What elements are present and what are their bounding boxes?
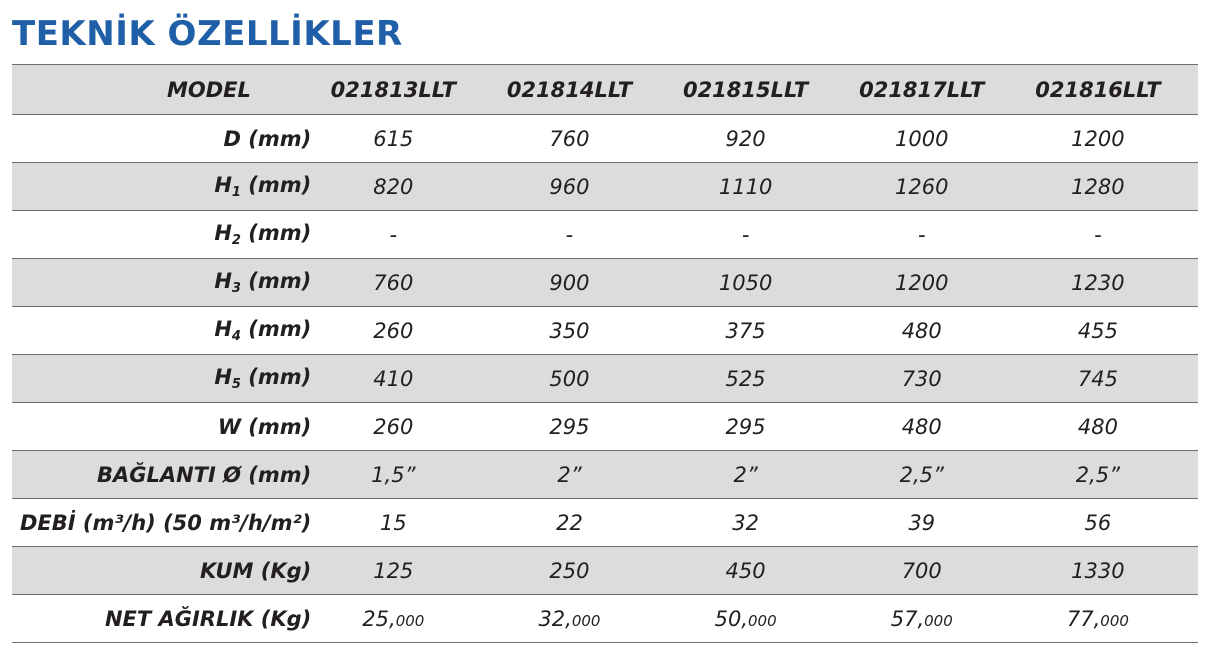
- table-cell: 450: [670, 547, 846, 595]
- model-column-header: 021817LLT: [846, 65, 1022, 115]
- row-label-net-weight: NET AĞIRLIK (Kg): [12, 595, 317, 643]
- table-row: [12, 451, 1198, 499]
- row-label-d: D (mm): [12, 115, 317, 163]
- table-cell: 745: [1022, 355, 1198, 403]
- table-cell: 410: [317, 355, 493, 403]
- table-cell: 57,000: [846, 595, 1022, 643]
- table-cell: 920: [670, 115, 846, 163]
- row-label-w: W (mm): [12, 403, 317, 451]
- table-cell: 700: [846, 547, 1022, 595]
- table-cell: 960: [493, 163, 669, 211]
- row-label-h1: $H_1$ (mm): [12, 163, 317, 211]
- table-cell: 525: [670, 355, 846, 403]
- table-cell: 615: [317, 115, 493, 163]
- table-cell: 2,5”: [846, 451, 1022, 499]
- table-cell: -: [1022, 211, 1198, 259]
- table-cell: 32,000: [493, 595, 669, 643]
- table-cell: 730: [846, 355, 1022, 403]
- model-column-header: 021814LLT: [493, 65, 669, 115]
- row-label-connection: BAĞLANTI Ø (mm): [12, 451, 317, 499]
- table-cell: 260: [317, 403, 493, 451]
- row-label-h5: $H_5$ (mm): [12, 355, 317, 403]
- table-row: [12, 211, 1198, 259]
- table-row: [12, 547, 1198, 595]
- table-cell: 2”: [670, 451, 846, 499]
- table-row: [12, 163, 1198, 211]
- table-cell: 1330: [1022, 547, 1198, 595]
- table-cell: 22: [493, 499, 669, 547]
- table-cell: 295: [670, 403, 846, 451]
- table-cell: 1260: [846, 163, 1022, 211]
- table-cell: 2,5”: [1022, 451, 1198, 499]
- row-label-h3: $H_3$ (mm): [12, 259, 317, 307]
- page-title: TEKNİK ÖZELLİKLER: [12, 14, 403, 54]
- table-cell: 2”: [493, 451, 669, 499]
- row-label-sand: KUM (Kg): [12, 547, 317, 595]
- table-cell: 260: [317, 307, 493, 355]
- table-cell: 480: [846, 307, 1022, 355]
- table-cell: 1200: [1022, 115, 1198, 163]
- table-cell: 39: [846, 499, 1022, 547]
- table-cell: 1280: [1022, 163, 1198, 211]
- table-cell: 820: [317, 163, 493, 211]
- table-cell: 1,5”: [317, 451, 493, 499]
- table-cell: 77,000: [1022, 595, 1198, 643]
- model-label: MODEL: [12, 65, 317, 115]
- table-cell: 760: [317, 259, 493, 307]
- model-column-header: 021813LLT: [317, 65, 493, 115]
- table-row: [12, 595, 1198, 643]
- table-cell: 250: [493, 547, 669, 595]
- row-label-h4: $H_4$ (mm): [12, 307, 317, 355]
- row-label-h2: $H_2$ (mm): [12, 211, 317, 259]
- table-cell: 1000: [846, 115, 1022, 163]
- table-row: [12, 259, 1198, 307]
- table-cell: 25,000: [317, 595, 493, 643]
- table-cell: 295: [493, 403, 669, 451]
- table-header-row: [12, 65, 1198, 115]
- table-cell: 480: [1022, 403, 1198, 451]
- table-cell: 375: [670, 307, 846, 355]
- table-cell: 50,000: [670, 595, 846, 643]
- table-cell: -: [493, 211, 669, 259]
- table-row: [12, 355, 1198, 403]
- table-cell: -: [846, 211, 1022, 259]
- table-cell: 15: [317, 499, 493, 547]
- table-cell: 500: [493, 355, 669, 403]
- table-row: [12, 403, 1198, 451]
- table-cell: 760: [493, 115, 669, 163]
- table-cell: 900: [493, 259, 669, 307]
- model-column-header: 021815LLT: [670, 65, 846, 115]
- table-cell: 480: [846, 403, 1022, 451]
- table-row: [12, 499, 1198, 547]
- table-cell: 1230: [1022, 259, 1198, 307]
- table-cell: 455: [1022, 307, 1198, 355]
- table-cell: 350: [493, 307, 669, 355]
- model-column-header: 021816LLT: [1022, 65, 1198, 115]
- table-row: [12, 115, 1198, 163]
- table-cell: -: [317, 211, 493, 259]
- table-cell: 1200: [846, 259, 1022, 307]
- table-cell: -: [670, 211, 846, 259]
- table-cell: 32: [670, 499, 846, 547]
- row-label-flow: DEBİ (m³/h) (50 m³/h/m²): [12, 499, 317, 547]
- table-cell: 1050: [670, 259, 846, 307]
- spec-table: [12, 64, 1198, 643]
- table-cell: 125: [317, 547, 493, 595]
- table-cell: 1110: [670, 163, 846, 211]
- table-row: [12, 307, 1198, 355]
- table-cell: 56: [1022, 499, 1198, 547]
